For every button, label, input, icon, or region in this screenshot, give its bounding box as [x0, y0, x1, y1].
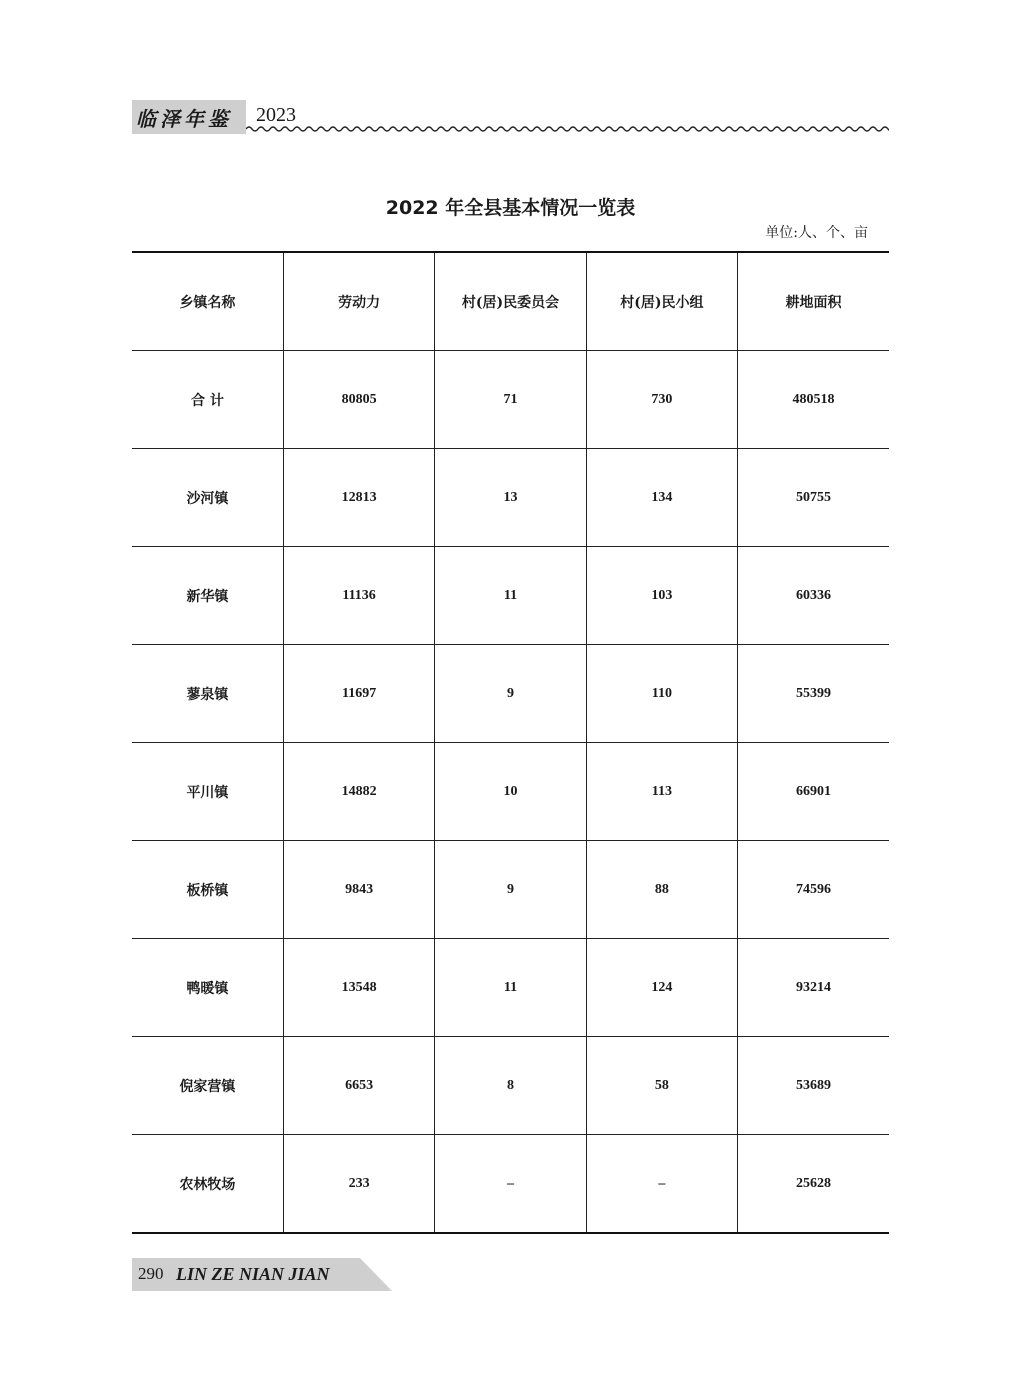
table-row	[132, 645, 889, 743]
farmland-cell: 74596	[738, 841, 889, 939]
village-group-cell: 134	[586, 449, 737, 547]
column-header-town: 乡镇名称	[132, 252, 283, 351]
column-header-farmland: 耕地面积	[738, 252, 889, 351]
village-group-cell: 113	[586, 743, 737, 841]
labor-cell: 11136	[283, 547, 434, 645]
village-group-cell: 58	[586, 1037, 737, 1135]
page-number: 290	[138, 1264, 164, 1283]
column-header-village-committee: 村(居)民委员会	[435, 252, 586, 351]
village-committee-cell: 13	[435, 449, 586, 547]
farmland-cell: 55399	[738, 645, 889, 743]
farmland-cell: 60336	[738, 547, 889, 645]
village-committee-cell: 9	[435, 645, 586, 743]
town-name-cell: 倪家营镇	[132, 1037, 283, 1135]
town-name-cell: 合 计	[132, 351, 283, 449]
village-group-cell: 110	[586, 645, 737, 743]
village-committee-cell: –	[435, 1135, 586, 1234]
labor-cell: 11697	[283, 645, 434, 743]
village-committee-cell: 9	[435, 841, 586, 939]
labor-cell: 9843	[283, 841, 434, 939]
farmland-cell: 93214	[738, 939, 889, 1037]
unit-note: 单位:人、个、亩	[765, 225, 868, 241]
table-row	[132, 841, 889, 939]
village-committee-cell: 10	[435, 743, 586, 841]
table-row	[132, 743, 889, 841]
labor-cell: 6653	[283, 1037, 434, 1135]
town-name-cell: 板桥镇	[132, 841, 283, 939]
labor-cell: 14882	[283, 743, 434, 841]
village-committee-cell: 8	[435, 1037, 586, 1135]
farmland-cell: 480518	[738, 351, 889, 449]
yearbook-brand: 临泽年鉴	[136, 106, 232, 131]
header-tab	[132, 100, 246, 134]
farmland-cell: 50755	[738, 449, 889, 547]
town-name-cell: 新华镇	[132, 547, 283, 645]
column-header-labor: 劳动力	[283, 252, 434, 351]
labor-cell: 80805	[283, 351, 434, 449]
town-name-cell: 沙河镇	[132, 449, 283, 547]
town-name-cell: 蓼泉镇	[132, 645, 283, 743]
table-header-row	[132, 252, 889, 351]
labor-cell: 12813	[283, 449, 434, 547]
village-group-cell: 124	[586, 939, 737, 1037]
farmland-cell: 53689	[738, 1037, 889, 1135]
town-name-cell: 平川镇	[132, 743, 283, 841]
table-row	[132, 1135, 889, 1234]
table-row	[132, 1037, 889, 1135]
town-name-cell: 鸭暖镇	[132, 939, 283, 1037]
table-row	[132, 351, 889, 449]
table-row	[132, 547, 889, 645]
farmland-cell: 25628	[738, 1135, 889, 1234]
page-footer	[132, 1258, 392, 1291]
labor-cell: 13548	[283, 939, 434, 1037]
page-header	[132, 100, 889, 134]
table-row	[132, 449, 889, 547]
village-group-cell: 88	[586, 841, 737, 939]
basic-info-table	[132, 251, 889, 1234]
village-committee-cell: 11	[435, 547, 586, 645]
village-committee-cell: 71	[435, 351, 586, 449]
village-committee-cell: 11	[435, 939, 586, 1037]
header-year: 2023	[256, 104, 296, 126]
village-group-cell: 103	[586, 547, 737, 645]
footer-pinyin-title: LIN ZE NIAN JIAN	[176, 1264, 330, 1284]
labor-cell: 233	[283, 1135, 434, 1234]
table-title: 2022 年全县基本情况一览表	[385, 197, 636, 219]
village-group-cell: –	[586, 1135, 737, 1234]
column-header-village-group: 村(居)民小组	[586, 252, 737, 351]
town-name-cell: 农林牧场	[132, 1135, 283, 1234]
farmland-cell: 66901	[738, 743, 889, 841]
village-group-cell: 730	[586, 351, 737, 449]
table-row	[132, 939, 889, 1037]
header-wave-divider	[246, 124, 889, 134]
